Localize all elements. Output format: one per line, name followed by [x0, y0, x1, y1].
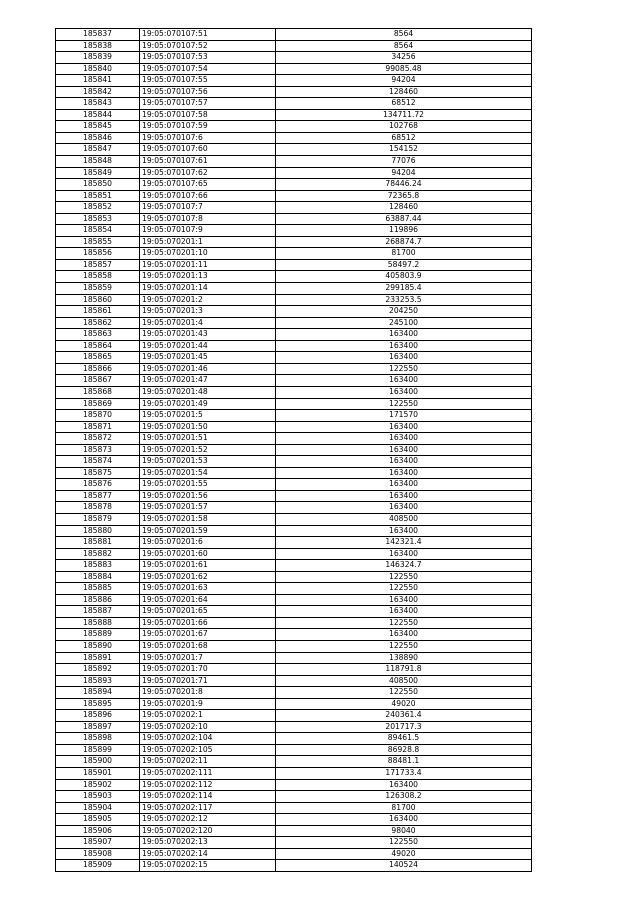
- row-code-cell: 19:05:070201:46: [140, 363, 276, 375]
- row-value-cell: 163400: [276, 525, 532, 537]
- table-row: [56, 52, 532, 64]
- row-code-cell: 19:05:070202:12: [140, 814, 276, 826]
- row-id-cell: 185856: [56, 248, 140, 260]
- row-code-cell: 19:05:070201:64: [140, 594, 276, 606]
- row-value-cell: 163400: [276, 386, 532, 398]
- row-value-cell: 89461.5: [276, 733, 532, 745]
- row-value-cell: 72365.8: [276, 190, 532, 202]
- row-value-cell: 408500: [276, 675, 532, 687]
- row-value-cell: 405803.9: [276, 271, 532, 283]
- row-value-cell: 171733.4: [276, 768, 532, 780]
- row-code-cell: 19:05:070201:59: [140, 525, 276, 537]
- row-id-cell: 185857: [56, 259, 140, 271]
- row-value-cell: 163400: [276, 433, 532, 445]
- row-value-cell: 122550: [276, 583, 532, 595]
- row-code-cell: 19:05:070201:68: [140, 640, 276, 652]
- table-row: [56, 98, 532, 110]
- row-code-cell: 19:05:070107:54: [140, 63, 276, 75]
- row-id-cell: 185866: [56, 363, 140, 375]
- row-id-cell: 185865: [56, 352, 140, 364]
- row-id-cell: 185876: [56, 479, 140, 491]
- row-id-cell: 185875: [56, 467, 140, 479]
- table-row: [56, 444, 532, 456]
- row-id-cell: 185868: [56, 386, 140, 398]
- table-row: [56, 675, 532, 687]
- table-row: [56, 386, 532, 398]
- row-id-cell: 185878: [56, 502, 140, 514]
- row-id-cell: 185895: [56, 698, 140, 710]
- row-code-cell: 19:05:070201:2: [140, 294, 276, 306]
- row-code-cell: 19:05:070202:15: [140, 860, 276, 872]
- table-row: [56, 456, 532, 468]
- row-code-cell: 19:05:070201:11: [140, 259, 276, 271]
- table-row: [56, 733, 532, 745]
- row-value-cell: 163400: [276, 502, 532, 514]
- table-row: [56, 29, 532, 41]
- table-row: [56, 121, 532, 133]
- row-code-cell: 19:05:070107:53: [140, 52, 276, 64]
- row-value-cell: 163400: [276, 467, 532, 479]
- row-value-cell: 408500: [276, 513, 532, 525]
- row-code-cell: 19:05:070202:1: [140, 710, 276, 722]
- row-id-cell: 185893: [56, 675, 140, 687]
- row-id-cell: 185840: [56, 63, 140, 75]
- row-value-cell: 118791.8: [276, 664, 532, 676]
- table-row: [56, 363, 532, 375]
- row-code-cell: 19:05:070202:117: [140, 802, 276, 814]
- row-id-cell: 185841: [56, 75, 140, 87]
- row-value-cell: 163400: [276, 375, 532, 387]
- row-code-cell: 19:05:070202:14: [140, 848, 276, 860]
- row-id-cell: 185846: [56, 132, 140, 144]
- table-row: [56, 571, 532, 583]
- row-value-cell: 163400: [276, 421, 532, 433]
- table-row: [56, 179, 532, 191]
- row-code-cell: 19:05:070107:56: [140, 86, 276, 98]
- row-code-cell: 19:05:070201:52: [140, 444, 276, 456]
- table-row: [56, 640, 532, 652]
- table-row: [56, 698, 532, 710]
- row-value-cell: 163400: [276, 352, 532, 364]
- data-table-body: [56, 29, 532, 872]
- row-id-cell: 185874: [56, 456, 140, 468]
- row-code-cell: 19:05:070107:62: [140, 167, 276, 179]
- row-code-cell: 19:05:070107:60: [140, 144, 276, 156]
- row-value-cell: 58497.2: [276, 259, 532, 271]
- row-id-cell: 185884: [56, 571, 140, 583]
- row-value-cell: 163400: [276, 490, 532, 502]
- row-code-cell: 19:05:070201:67: [140, 629, 276, 641]
- row-value-cell: 163400: [276, 456, 532, 468]
- row-code-cell: 19:05:070201:57: [140, 502, 276, 514]
- table-row: [56, 433, 532, 445]
- row-value-cell: 68512: [276, 98, 532, 110]
- row-id-cell: 185887: [56, 606, 140, 618]
- row-value-cell: 171570: [276, 410, 532, 422]
- row-code-cell: 19:05:070202:111: [140, 768, 276, 780]
- row-id-cell: 185881: [56, 537, 140, 549]
- row-id-cell: 185888: [56, 617, 140, 629]
- row-value-cell: 102768: [276, 121, 532, 133]
- row-id-cell: 185852: [56, 202, 140, 214]
- row-id-cell: 185870: [56, 410, 140, 422]
- row-code-cell: 19:05:070201:63: [140, 583, 276, 595]
- row-id-cell: 185867: [56, 375, 140, 387]
- row-code-cell: 19:05:070201:47: [140, 375, 276, 387]
- row-id-cell: 185844: [56, 109, 140, 121]
- row-code-cell: 19:05:070201:71: [140, 675, 276, 687]
- table-row: [56, 710, 532, 722]
- row-code-cell: 19:05:070201:58: [140, 513, 276, 525]
- row-id-cell: 185898: [56, 733, 140, 745]
- row-code-cell: 19:05:070201:14: [140, 283, 276, 295]
- row-code-cell: 19:05:070201:9: [140, 698, 276, 710]
- row-id-cell: 185900: [56, 756, 140, 768]
- row-id-cell: 185837: [56, 29, 140, 41]
- row-id-cell: 185864: [56, 340, 140, 352]
- row-code-cell: 19:05:070201:3: [140, 306, 276, 318]
- row-id-cell: 185845: [56, 121, 140, 133]
- row-value-cell: 163400: [276, 594, 532, 606]
- row-code-cell: 19:05:070201:50: [140, 421, 276, 433]
- row-code-cell: 19:05:070107:51: [140, 29, 276, 41]
- row-value-cell: 122550: [276, 640, 532, 652]
- row-id-cell: 185860: [56, 294, 140, 306]
- row-code-cell: 19:05:070107:65: [140, 179, 276, 191]
- row-id-cell: 185907: [56, 837, 140, 849]
- row-id-cell: 185843: [56, 98, 140, 110]
- row-code-cell: 19:05:070201:13: [140, 271, 276, 283]
- row-id-cell: 185905: [56, 814, 140, 826]
- row-id-cell: 185858: [56, 271, 140, 283]
- table-row: [56, 271, 532, 283]
- row-value-cell: 163400: [276, 629, 532, 641]
- row-id-cell: 185885: [56, 583, 140, 595]
- row-value-cell: 49020: [276, 848, 532, 860]
- table-row: [56, 156, 532, 168]
- row-value-cell: 98040: [276, 825, 532, 837]
- table-row: [56, 560, 532, 572]
- table-row: [56, 236, 532, 248]
- table-row: [56, 63, 532, 75]
- row-code-cell: 19:05:070202:104: [140, 733, 276, 745]
- row-value-cell: 163400: [276, 814, 532, 826]
- row-id-cell: 185882: [56, 548, 140, 560]
- row-value-cell: 146324.7: [276, 560, 532, 572]
- row-id-cell: 185853: [56, 213, 140, 225]
- row-code-cell: 19:05:070107:8: [140, 213, 276, 225]
- row-code-cell: 19:05:070107:9: [140, 225, 276, 237]
- row-code-cell: 19:05:070107:66: [140, 190, 276, 202]
- row-code-cell: 19:05:070202:11: [140, 756, 276, 768]
- row-value-cell: 140524: [276, 860, 532, 872]
- row-value-cell: 163400: [276, 779, 532, 791]
- table-row: [56, 779, 532, 791]
- row-value-cell: 86928.8: [276, 744, 532, 756]
- table-row: [56, 525, 532, 537]
- row-value-cell: 163400: [276, 340, 532, 352]
- row-value-cell: 68512: [276, 132, 532, 144]
- row-code-cell: 19:05:070107:58: [140, 109, 276, 121]
- table-row: [56, 86, 532, 98]
- table-row: [56, 768, 532, 780]
- row-id-cell: 185877: [56, 490, 140, 502]
- table-row: [56, 594, 532, 606]
- row-value-cell: 154152: [276, 144, 532, 156]
- row-value-cell: 122550: [276, 398, 532, 410]
- row-id-cell: 185894: [56, 687, 140, 699]
- row-id-cell: 185892: [56, 664, 140, 676]
- table-row: [56, 513, 532, 525]
- table-row: [56, 848, 532, 860]
- table-row: [56, 837, 532, 849]
- row-value-cell: 268874.7: [276, 236, 532, 248]
- row-value-cell: 138890: [276, 652, 532, 664]
- row-value-cell: 122550: [276, 837, 532, 849]
- table-row: [56, 687, 532, 699]
- row-code-cell: 19:05:070201:4: [140, 317, 276, 329]
- row-code-cell: 19:05:070201:55: [140, 479, 276, 491]
- row-id-cell: 185872: [56, 433, 140, 445]
- row-value-cell: 8564: [276, 29, 532, 41]
- table-row: [56, 109, 532, 121]
- row-value-cell: 240361.4: [276, 710, 532, 722]
- row-id-cell: 185889: [56, 629, 140, 641]
- row-id-cell: 185897: [56, 721, 140, 733]
- row-code-cell: 19:05:070201:6: [140, 537, 276, 549]
- row-value-cell: 8564: [276, 40, 532, 52]
- row-value-cell: 163400: [276, 606, 532, 618]
- table-row: [56, 791, 532, 803]
- table-row: [56, 537, 532, 549]
- row-code-cell: 19:05:070201:53: [140, 456, 276, 468]
- row-value-cell: 81700: [276, 802, 532, 814]
- row-code-cell: 19:05:070201:56: [140, 490, 276, 502]
- row-id-cell: 185906: [56, 825, 140, 837]
- row-code-cell: 19:05:070202:114: [140, 791, 276, 803]
- row-id-cell: 185879: [56, 513, 140, 525]
- row-value-cell: 163400: [276, 548, 532, 560]
- row-id-cell: 185903: [56, 791, 140, 803]
- table-row: [56, 664, 532, 676]
- row-id-cell: 185890: [56, 640, 140, 652]
- row-value-cell: 94204: [276, 167, 532, 179]
- table-row: [56, 617, 532, 629]
- row-value-cell: 299185.4: [276, 283, 532, 295]
- table-row: [56, 502, 532, 514]
- row-code-cell: 19:05:070107:59: [140, 121, 276, 133]
- row-value-cell: 122550: [276, 363, 532, 375]
- row-value-cell: 122550: [276, 617, 532, 629]
- row-code-cell: 19:05:070107:61: [140, 156, 276, 168]
- row-code-cell: 19:05:070201:5: [140, 410, 276, 422]
- row-value-cell: 63887.44: [276, 213, 532, 225]
- row-id-cell: 185851: [56, 190, 140, 202]
- table-row: [56, 652, 532, 664]
- row-id-cell: 185891: [56, 652, 140, 664]
- row-id-cell: 185849: [56, 167, 140, 179]
- row-code-cell: 19:05:070201:66: [140, 617, 276, 629]
- table-row: [56, 375, 532, 387]
- table-row: [56, 629, 532, 641]
- table-row: [56, 329, 532, 341]
- table-row: [56, 398, 532, 410]
- row-code-cell: 19:05:070201:8: [140, 687, 276, 699]
- row-value-cell: 201717.3: [276, 721, 532, 733]
- row-id-cell: 185904: [56, 802, 140, 814]
- table-row: [56, 721, 532, 733]
- row-value-cell: 78446.24: [276, 179, 532, 191]
- row-value-cell: 128460: [276, 202, 532, 214]
- row-value-cell: 163400: [276, 329, 532, 341]
- table-row: [56, 814, 532, 826]
- table-row: [56, 583, 532, 595]
- table-row: [56, 421, 532, 433]
- table-row: [56, 479, 532, 491]
- row-code-cell: 19:05:070107:55: [140, 75, 276, 87]
- row-value-cell: 94204: [276, 75, 532, 87]
- table-row: [56, 317, 532, 329]
- table-row: [56, 294, 532, 306]
- row-value-cell: 233253.5: [276, 294, 532, 306]
- row-id-cell: 185902: [56, 779, 140, 791]
- row-id-cell: 185842: [56, 86, 140, 98]
- row-code-cell: 19:05:070201:62: [140, 571, 276, 583]
- row-code-cell: 19:05:070107:57: [140, 98, 276, 110]
- data-table: [55, 28, 532, 872]
- row-id-cell: 185839: [56, 52, 140, 64]
- row-code-cell: 19:05:070202:105: [140, 744, 276, 756]
- table-row: [56, 306, 532, 318]
- row-code-cell: 19:05:070201:49: [140, 398, 276, 410]
- table-row: [56, 259, 532, 271]
- row-value-cell: 34256: [276, 52, 532, 64]
- table-row: [56, 410, 532, 422]
- row-code-cell: 19:05:070201:51: [140, 433, 276, 445]
- row-id-cell: 185850: [56, 179, 140, 191]
- row-id-cell: 185862: [56, 317, 140, 329]
- row-value-cell: 88481.1: [276, 756, 532, 768]
- row-value-cell: 126308.2: [276, 791, 532, 803]
- row-value-cell: 134711.72: [276, 109, 532, 121]
- table-row: [56, 467, 532, 479]
- row-code-cell: 19:05:070201:61: [140, 560, 276, 572]
- table-row: [56, 40, 532, 52]
- row-code-cell: 19:05:070201:7: [140, 652, 276, 664]
- row-id-cell: 185901: [56, 768, 140, 780]
- row-id-cell: 185883: [56, 560, 140, 572]
- table-row: [56, 202, 532, 214]
- row-value-cell: 49020: [276, 698, 532, 710]
- table-row: [56, 248, 532, 260]
- table-row: [56, 490, 532, 502]
- table-row: [56, 744, 532, 756]
- table-row: [56, 225, 532, 237]
- row-value-cell: 128460: [276, 86, 532, 98]
- table-row: [56, 75, 532, 87]
- row-id-cell: 185848: [56, 156, 140, 168]
- row-code-cell: 19:05:070107:6: [140, 132, 276, 144]
- row-id-cell: 185863: [56, 329, 140, 341]
- row-code-cell: 19:05:070107:7: [140, 202, 276, 214]
- row-value-cell: 163400: [276, 479, 532, 491]
- row-value-cell: 119896: [276, 225, 532, 237]
- row-value-cell: 204250: [276, 306, 532, 318]
- table-row: [56, 144, 532, 156]
- row-id-cell: 185871: [56, 421, 140, 433]
- row-code-cell: 19:05:070201:1: [140, 236, 276, 248]
- row-value-cell: 77076: [276, 156, 532, 168]
- table-row: [56, 756, 532, 768]
- table-row: [56, 860, 532, 872]
- row-code-cell: 19:05:070201:70: [140, 664, 276, 676]
- table-row: [56, 548, 532, 560]
- row-code-cell: 19:05:070201:65: [140, 606, 276, 618]
- row-id-cell: 185880: [56, 525, 140, 537]
- row-id-cell: 185873: [56, 444, 140, 456]
- table-row: [56, 190, 532, 202]
- row-id-cell: 185861: [56, 306, 140, 318]
- row-code-cell: 19:05:070201:54: [140, 467, 276, 479]
- row-id-cell: 185899: [56, 744, 140, 756]
- table-row: [56, 213, 532, 225]
- table-row: [56, 825, 532, 837]
- row-code-cell: 19:05:070201:10: [140, 248, 276, 260]
- row-code-cell: 19:05:070201:45: [140, 352, 276, 364]
- row-code-cell: 19:05:070202:10: [140, 721, 276, 733]
- table-row: [56, 132, 532, 144]
- row-code-cell: 19:05:070201:44: [140, 340, 276, 352]
- row-id-cell: 185869: [56, 398, 140, 410]
- table-row: [56, 606, 532, 618]
- table-row: [56, 167, 532, 179]
- table-row: [56, 802, 532, 814]
- row-id-cell: 185847: [56, 144, 140, 156]
- table-row: [56, 283, 532, 295]
- row-value-cell: 142321.4: [276, 537, 532, 549]
- row-code-cell: 19:05:070202:112: [140, 779, 276, 791]
- row-code-cell: 19:05:070107:52: [140, 40, 276, 52]
- table-row: [56, 352, 532, 364]
- row-value-cell: 99085.48: [276, 63, 532, 75]
- row-value-cell: 122550: [276, 687, 532, 699]
- row-value-cell: 122550: [276, 571, 532, 583]
- table-row: [56, 340, 532, 352]
- row-id-cell: 185909: [56, 860, 140, 872]
- row-id-cell: 185854: [56, 225, 140, 237]
- row-value-cell: 81700: [276, 248, 532, 260]
- row-id-cell: 185908: [56, 848, 140, 860]
- row-code-cell: 19:05:070201:43: [140, 329, 276, 341]
- row-code-cell: 19:05:070202:120: [140, 825, 276, 837]
- row-id-cell: 185886: [56, 594, 140, 606]
- row-id-cell: 185896: [56, 710, 140, 722]
- row-id-cell: 185838: [56, 40, 140, 52]
- row-id-cell: 185859: [56, 283, 140, 295]
- row-value-cell: 163400: [276, 444, 532, 456]
- row-id-cell: 185855: [56, 236, 140, 248]
- row-value-cell: 245100: [276, 317, 532, 329]
- row-code-cell: 19:05:070201:60: [140, 548, 276, 560]
- row-code-cell: 19:05:070202:13: [140, 837, 276, 849]
- row-code-cell: 19:05:070201:48: [140, 386, 276, 398]
